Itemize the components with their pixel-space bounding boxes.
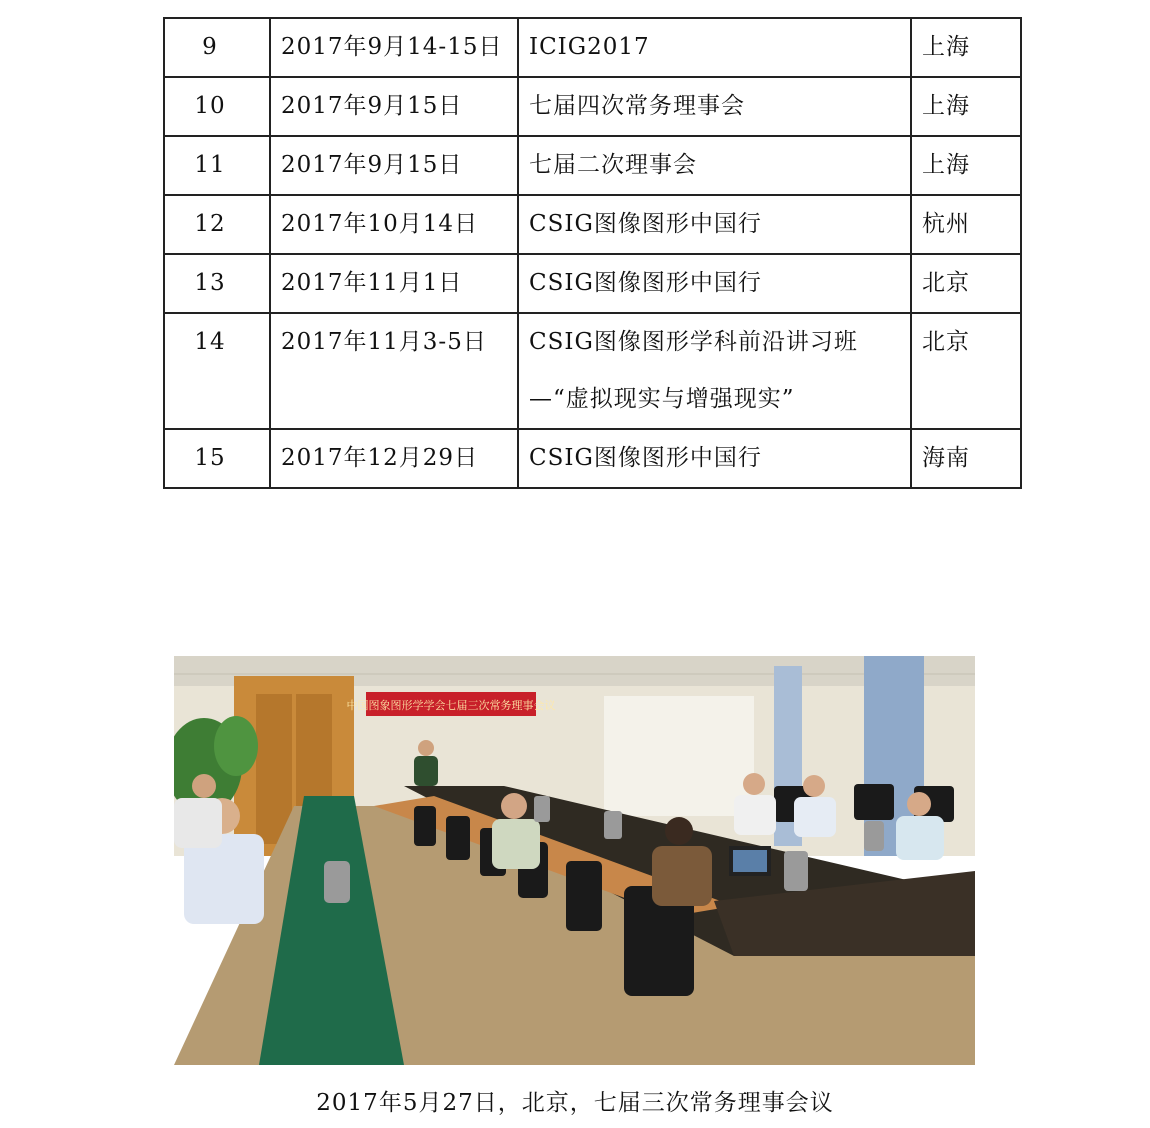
svg-text:中国图象图形学学会七届三次常务理事会议: 中国图象图形学学会七届三次常务理事会议 — [346, 699, 556, 712]
row-date: 2017年11月3-5日 — [270, 313, 518, 429]
row-event: CSIG图像图形中国行 — [518, 254, 911, 313]
table-row — [164, 313, 1021, 429]
row-date: 2017年9月15日 — [270, 136, 518, 195]
row-city: 上海 — [911, 136, 1021, 195]
row-event-line2: —“虚拟现实与增强现实” — [529, 386, 795, 412]
meeting-photo — [174, 656, 975, 1065]
row-date: 2017年12月29日 — [270, 429, 518, 488]
row-number: 12 — [164, 195, 270, 254]
row-date: 2017年11月1日 — [270, 254, 518, 313]
row-date: 2017年9月14-15日 — [270, 18, 518, 77]
row-number: 13 — [164, 254, 270, 313]
row-number: 14 — [164, 313, 270, 429]
table-row — [164, 136, 1021, 195]
row-event: CSIG图像图形中国行 — [518, 429, 911, 488]
row-city: 上海 — [911, 18, 1021, 77]
table-row — [164, 254, 1021, 313]
table-row — [164, 18, 1021, 77]
row-number: 15 — [164, 429, 270, 488]
row-city: 杭州 — [911, 195, 1021, 254]
row-event: 七届四次常务理事会 — [518, 77, 911, 136]
row-event: CSIG图像图形学科前沿讲习班 —“虚拟现实与增强现实” — [518, 313, 911, 429]
row-event: 七届二次理事会 — [518, 136, 911, 195]
row-number: 10 — [164, 77, 270, 136]
row-city: 海南 — [911, 429, 1021, 488]
row-event: ICIG2017 — [518, 18, 911, 77]
photo-caption: 2017年5月27日，北京，七届三次常务理事会议 — [316, 1090, 834, 1116]
row-city: 上海 — [911, 77, 1021, 136]
row-date: 2017年10月14日 — [270, 195, 518, 254]
row-number: 9 — [164, 18, 270, 77]
row-date: 2017年9月15日 — [270, 77, 518, 136]
table-row — [164, 195, 1021, 254]
row-city: 北京 — [911, 313, 1021, 429]
table-row — [164, 429, 1021, 488]
row-number: 11 — [164, 136, 270, 195]
row-event: CSIG图像图形中国行 — [518, 195, 911, 254]
row-city: 北京 — [911, 254, 1021, 313]
events-table — [163, 17, 1022, 489]
table-row — [164, 77, 1021, 136]
